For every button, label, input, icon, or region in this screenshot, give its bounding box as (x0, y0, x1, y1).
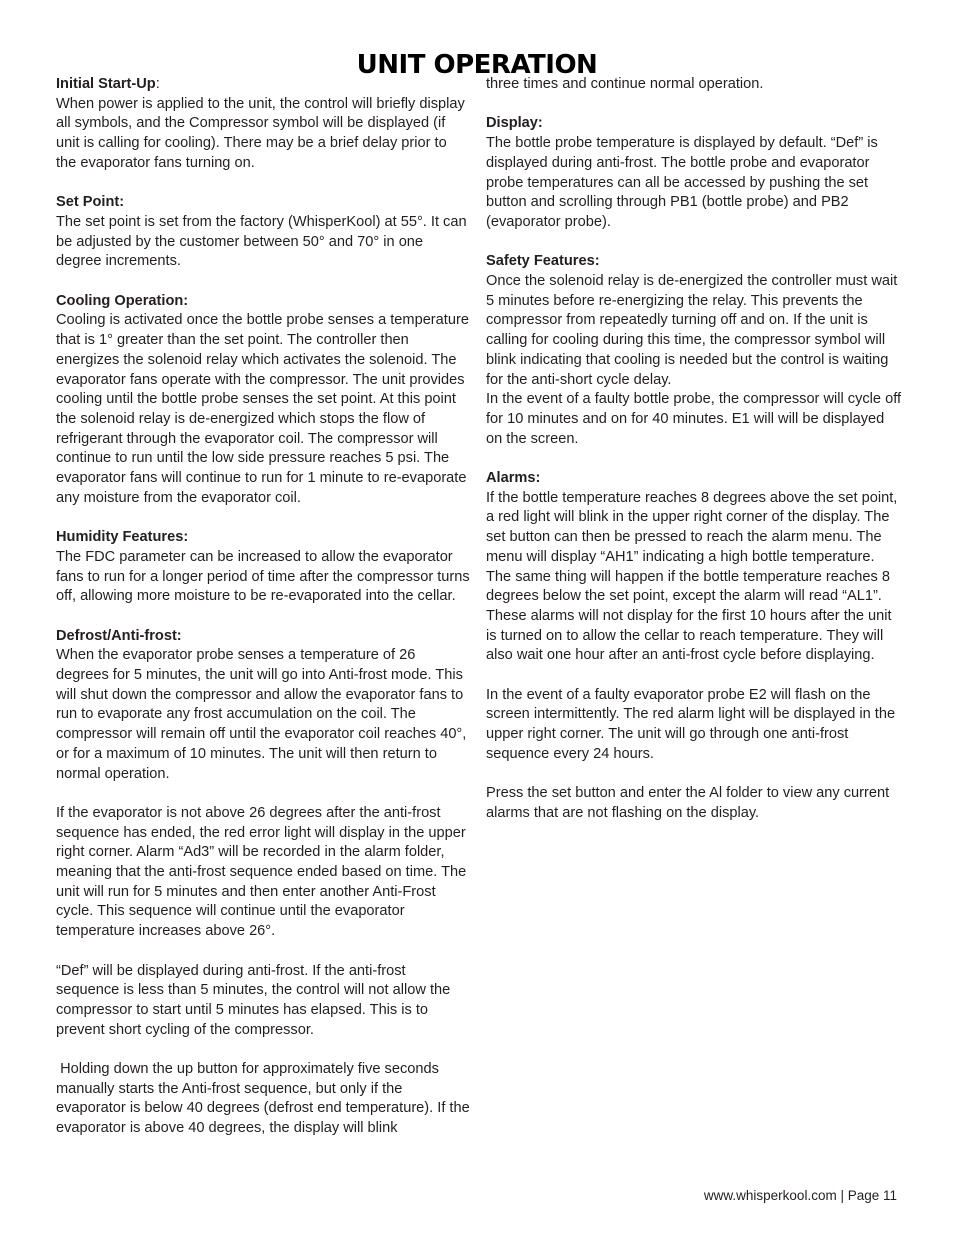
continuation-text: three times and continue normal operation. (486, 76, 764, 92)
section-body: The FDC parameter can be increased to allow the evaporator fans to run for a longer period of time after the compressor turns off, allowing more moisture to be re-evaporated into the cellar. (56, 548, 470, 605)
section-heading (56, 75, 470, 95)
section-heading: Set Point: (56, 194, 125, 211)
section-paragraph: In the event of a faulty evaporator probe E2 will flash on the screen intermittently. The red alarm light will be displayed in the upper right corner. The unit will go through one anti-frost sequence every 24 hours. (486, 686, 896, 762)
section-paragraph: When the evaporator probe senses a temperature of 26 degrees for 5 minutes, the unit will go into Anti-frost mode. This will shut down the compressor and allow the evaporator fans to run to evaporate any frost accumulation on the coil. The compressor will remain off until the evaporator coil reaches 40°, or for a maximum of 10 minutes. The unit will then return to normal operation. (56, 647, 467, 782)
section-heading: Defrost/Anti-frost: (56, 627, 182, 644)
section-body: The set point is set from the factory (WhisperKool) at 55°. It can be adjusted by the customer between 50° and 70° in one degree increments. (56, 213, 467, 270)
section-body: Cooling is activated once the bottle probe senses a temperature that is 1° greater than the set point. The controller then energizes the solenoid relay which activates the solenoid. The evaporator fans operate with the compressor. The unit provides cooling until the bottle probe senses the set point. At this point the solenoid relay is de-energized which stops the flow of refrigerant through the evaporator coil. The compressor will continue to run until the low side pressure reaches 5 psi. The evaporator fans will continue to run for 1 minute to re-evaporate any moisture from the evaporator coil. (56, 312, 469, 506)
page-title: UNIT OPERATION (356, 50, 598, 80)
section-heading: Alarms: (486, 470, 541, 487)
section-display (486, 114, 902, 232)
section-initial-startup (56, 75, 470, 174)
section-humidity-features (56, 528, 470, 607)
section-paragraph: In the event of a faulty bottle probe, the compressor will cycle off for 10 minutes and on for 40 minutes. E1 will will be displayed on the screen. (486, 391, 902, 447)
page-footer: www.whisperkool.com | Page 11 (703, 1188, 897, 1203)
left-column (56, 75, 474, 1159)
section-heading: Display: (486, 115, 543, 132)
section-paragraph: If the bottle temperature reaches 8 degrees above the set point, a red light will blink in the upper right corner of the display. The set button can then be pressed to reach the alarm menu. The menu will display “AH1” indicating a high bottle temperature. The same thing will happen if the bottle temperature reaches 8 degrees below the set point, except the alarm will read “AL1”. These alarms will not display for the first 10 hours after the unit is turned on to allow the cellar to reach temperature. They will also wait one hour after an anti-frost cycle before displaying. (486, 489, 898, 664)
section-heading: Cooling Operation: (56, 292, 189, 309)
section-paragraph: “Def” will be displayed during anti-frost. If the anti-frost sequence is less than 5 minutes, the control will not allow the compressor to start until 5 minutes has elapsed. This is to prevent short cycling of the compressor. (56, 962, 451, 1038)
section-defrost (56, 627, 474, 1139)
heading-suffix: : (155, 76, 160, 92)
section-alarms (486, 469, 902, 824)
heading-text: Initial Start-Up (56, 76, 156, 92)
section-paragraph: Press the set button and enter the Al folder to view any current alarms that are not flashing on the display. (486, 785, 890, 821)
section-heading: Humidity Features: (56, 529, 189, 546)
section-paragraph: Once the solenoid relay is de-energized the controller must wait 5 minutes before re-energizing the relay. This prevents the compressor from repeatedly turning off and on. If the unit is calling for cooling during this time, the compressor symbol will blink indicating that cooling is needed but the control is waiting for the anti-short cycle delay. (486, 273, 898, 388)
right-column (486, 75, 902, 843)
section-paragraph: If the evaporator is not above 26 degrees after the anti-frost sequence has ended, the red error light will display in the upper right corner. Alarm “Ad3” will be recorded in the alarm folder, meaning that the anti-frost sequence ended based on time. The unit will run for 5 minutes and then enter another Anti-Frost cycle. This sequence will continue until the evaporator temperature increases above 26°. (56, 804, 467, 940)
section-safety-features (486, 252, 902, 449)
section-body: The bottle probe temperature is displayed by default. “Def” is displayed during anti-frost. The bottle probe and evaporator probe temperatures can all be accessed by pushing the set button and scrolling through PB1 (bottle probe) and PB2 (evaporator probe). (486, 135, 878, 230)
section-set-point (56, 193, 470, 272)
section-body: When power is applied to the unit, the control will briefly display all symbols, and the Compressor symbol will be displayed (if unit is calling for cooling). There may be a brief delay prior to the evaporator fans turning on. (56, 95, 465, 171)
section-paragraph: Holding down the up button for approximately five seconds manually starts the Anti-frost sequence, but only if the evaporator is below 40 degrees (defrost end temperature). If the evaporator is above 40 degrees, the display will blink (56, 1061, 474, 1137)
section-cooling-operation (56, 292, 470, 509)
section-heading: Safety Features: (486, 253, 600, 270)
